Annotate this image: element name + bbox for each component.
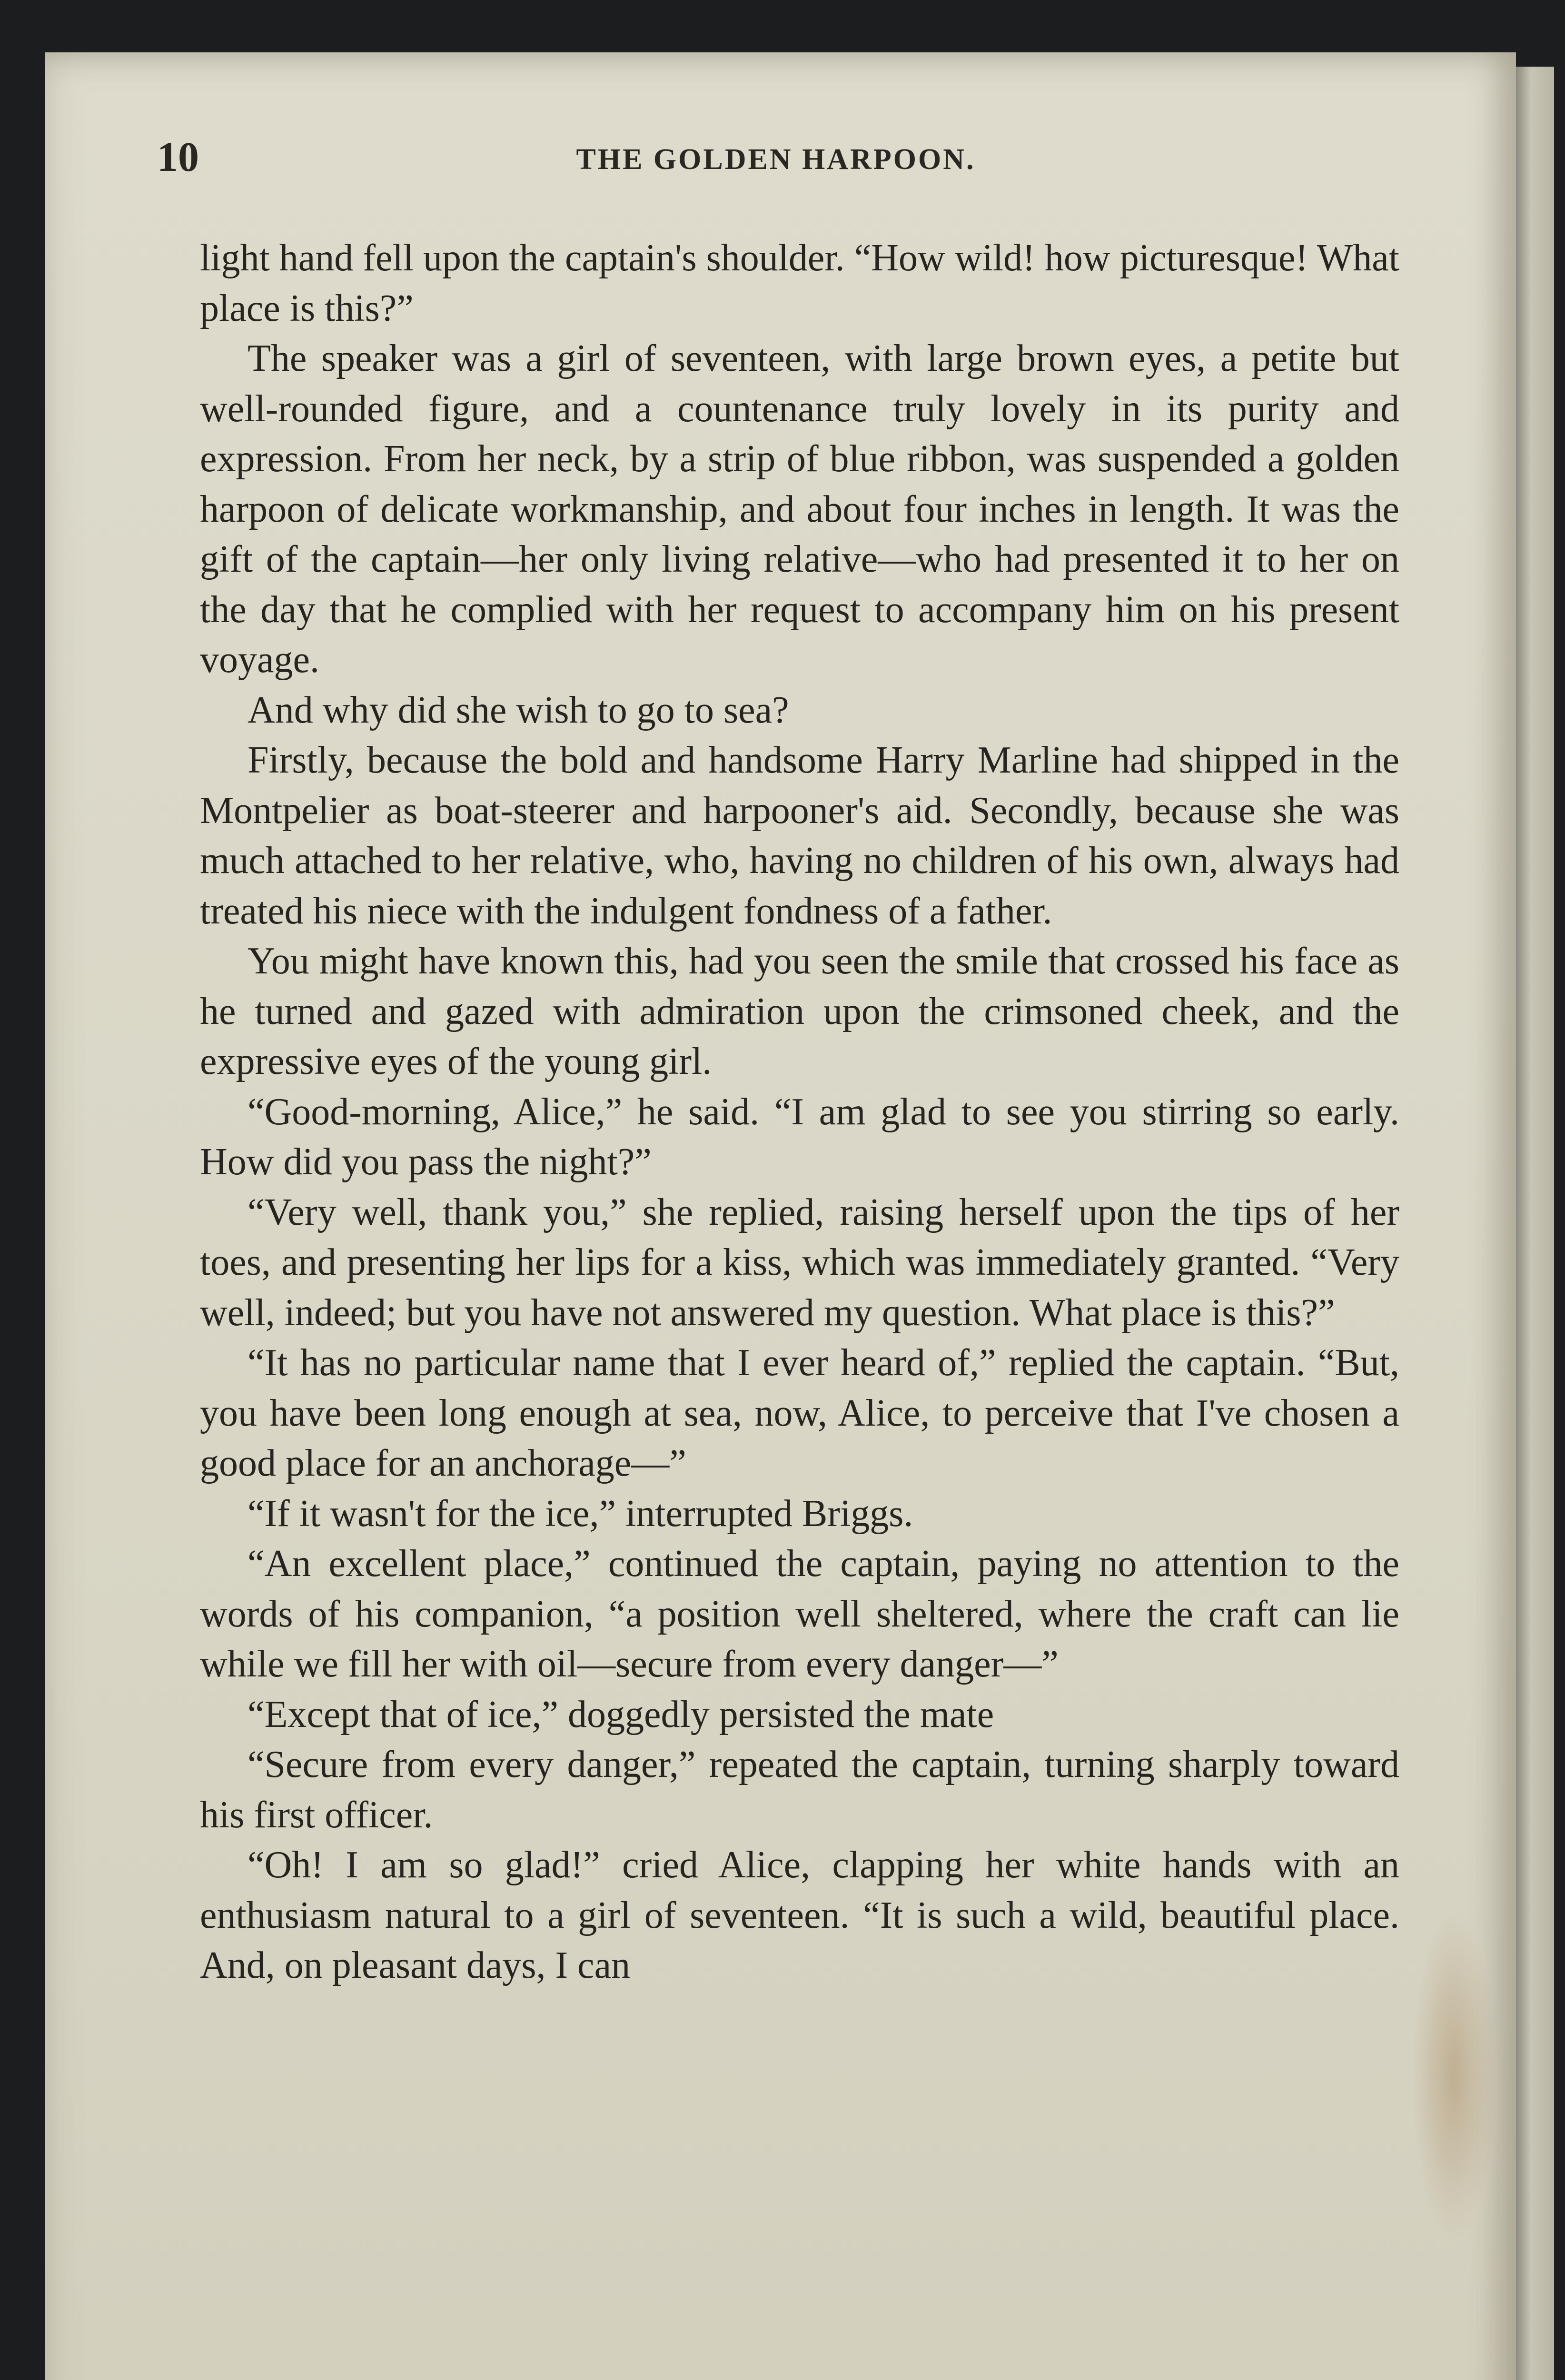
paragraph: “Oh! I am so glad!” cried Alice, clapping her white hands with an enthusiasm natural to a girl of seventeen. “It is such a wild, beautiful place. And, on pleasant days, I can [200, 1844, 1399, 1986]
page-number: 10 [157, 134, 199, 180]
paragraph: “Except that of ice,” doggedly persisted the mate [248, 1693, 994, 1735]
paragraph: The speaker was a girl of seventeen, with large brown eyes, a petite but well-rounded figure, and a countenance truly lovely in its purity and expression. From her neck, by a strip of blue ribbon, was suspended a golden harpoon of delicate workmanship, and about four inches in length. It was the gift of the captain—her only living relative—who had presented it to her on the day that he complied with her request to accompany him on his present voyage. [200, 337, 1399, 681]
paragraph: “Very well, thank you,” she replied, raising herself upon the tips of her toes, and presenting her lips for a kiss, which was immediately granted. “Very well, indeed; but you have not answered my question. What place is this?” [200, 1191, 1399, 1334]
facing-page-edge [1516, 67, 1554, 2380]
paragraph: “An excellent place,” continued the captain, paying no attention to the words of his companion, “a position well sheltered, where the craft can lie while we fill her with oil—secure from every danger—” [200, 1543, 1399, 1685]
paragraph: You might have known this, had you seen the smile that crossed his face as he turned and gazed with admiration upon the crimsoned cheek, and the expressive eyes of the young girl. [200, 940, 1399, 1082]
paragraph: Firstly, because the bold and handsome Harry Marline had shipped in the Montpelier as boat-steerer and harpooner's aid. Secondly, because she was much attached to her relative, who, having no children of his own, always had treated his niece with the indulgent fondness of a father. [200, 739, 1399, 932]
body-text [200, 233, 1399, 1991]
running-title: THE GOLDEN HARPOON. [576, 143, 976, 176]
paragraph: “If it wasn't for the ice,” interrupted Briggs. [248, 1492, 913, 1535]
page-header [157, 133, 1395, 190]
paragraph: “Good-morning, Alice,” he said. “I am glad to see you stirring so early. How did you pass the night?” [200, 1091, 1399, 1183]
paragraph: “Secure from every danger,” repeated the captain, turning sharply toward his first officer. [200, 1744, 1399, 1836]
paragraph: And why did she wish to go to sea? [248, 689, 789, 731]
paragraph: “It has no particular name that I ever heard of,” replied the captain. “But, you have been long enough at sea, now, Alice, to perceive that I've chosen a good place for an anchorage—” [200, 1342, 1399, 1484]
paragraph-continued: light hand fell upon the captain's shoulder. “How wild! how picturesque! What place is this?” [200, 237, 1399, 329]
page-stain [1411, 1909, 1497, 2242]
